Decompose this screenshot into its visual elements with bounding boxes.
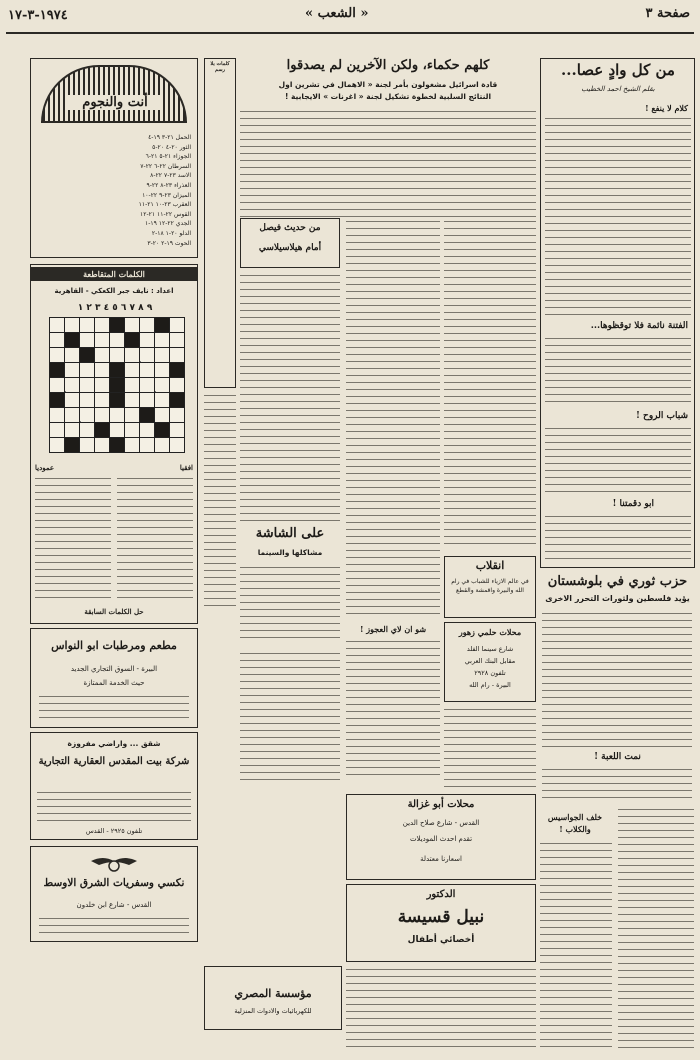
restaurant-line2: حيث الخدمة الممتازة bbox=[83, 679, 145, 687]
crossword-cell[interactable] bbox=[50, 348, 64, 362]
crossword-cell[interactable] bbox=[125, 318, 139, 332]
crossword-cell[interactable] bbox=[95, 438, 109, 452]
estate-name: شركة بيت المقدس العقارية التجارية bbox=[38, 756, 190, 767]
screen-title: على الشاشة bbox=[255, 526, 325, 541]
crossword-cell bbox=[140, 408, 154, 422]
crossword-cell[interactable] bbox=[140, 438, 154, 452]
hezb-title: حزب ثوري في بلوشستان bbox=[547, 574, 688, 589]
crossword-cell[interactable] bbox=[50, 378, 64, 392]
crossword-cell[interactable] bbox=[155, 438, 169, 452]
star-sign: الثور ٢٠-٤ ٢٠-٥ bbox=[152, 143, 191, 151]
abughazaleh-line2: تقدم احدث الموديلات bbox=[409, 835, 473, 843]
crossword-cell[interactable] bbox=[80, 318, 94, 332]
estate-text bbox=[37, 789, 191, 825]
star-sign: العذراء ٢٣-٨ ٢٢-٩ bbox=[146, 181, 191, 189]
crossword-solution: حل الكلمات السابقة bbox=[84, 607, 144, 616]
lead-deck1: قادة اسرائيل مشغولون بأمر لجنة « الاهمال في تشرين اول bbox=[278, 80, 498, 89]
flowers-title: محلات حلمي زهور bbox=[458, 627, 522, 637]
flowers-line2: مقابل البنك العربي bbox=[464, 657, 516, 665]
star-sign: الجدي ٢٢-١٢ ١٩-١ bbox=[145, 220, 191, 228]
crossword-cell[interactable] bbox=[110, 333, 124, 347]
crossword-cell[interactable] bbox=[140, 333, 154, 347]
crossword-cell bbox=[65, 333, 79, 347]
date: ١٩٧٤-٣-١٧ bbox=[8, 8, 68, 23]
spies-title: خلف الجواسيس bbox=[547, 812, 603, 822]
faisal-box bbox=[240, 218, 340, 268]
star-sign: الدلو ٢٠-١ ١٨-٢ bbox=[151, 229, 191, 237]
crossword-cell bbox=[140, 348, 154, 362]
screen-continuation-text bbox=[240, 650, 340, 780]
crossword-cell[interactable] bbox=[140, 363, 154, 377]
stars-ornament bbox=[41, 65, 187, 123]
crossword-cell[interactable] bbox=[125, 438, 139, 452]
crossword-across-label: افقيا bbox=[179, 463, 193, 472]
right-column-author: بقلم الشيخ احمد الخطيب bbox=[581, 85, 655, 93]
crossword-cell bbox=[155, 318, 169, 332]
crossword-cell bbox=[155, 378, 169, 392]
crossword-cell bbox=[110, 363, 124, 377]
hezb-sub2: نمت اللعبة ! bbox=[594, 752, 641, 762]
restaurant-line1: البيرة - السوق التجاري الجديد bbox=[70, 665, 158, 673]
crossword-cell[interactable] bbox=[50, 333, 64, 347]
lead-headline: كلهم حكماء، ولكن الآخرين لم يصدقوا bbox=[286, 58, 490, 73]
crossword-cell bbox=[65, 378, 79, 392]
middle-col-4 bbox=[444, 706, 536, 792]
crossword-down-label: عموديا bbox=[35, 463, 55, 472]
doctor-title: الدكتور bbox=[426, 889, 456, 900]
hezb-continuation-text bbox=[618, 806, 694, 1048]
star-sign: السرطان ٢٢-٦ ٢٢-٧ bbox=[140, 162, 191, 170]
spies-article bbox=[540, 806, 695, 1051]
spies-text bbox=[540, 840, 612, 1048]
crossword-cell[interactable] bbox=[140, 423, 154, 437]
right-column-sub3: شباب الروح ! bbox=[635, 411, 688, 421]
crossword-cell[interactable] bbox=[65, 318, 79, 332]
doctor-ad bbox=[346, 884, 536, 962]
crossword-cell[interactable] bbox=[125, 363, 139, 377]
right-column-text2 bbox=[545, 335, 691, 405]
crossword-clues-down bbox=[35, 475, 111, 603]
oldwoman-title: شو ان لاي العجوز ! bbox=[359, 624, 427, 634]
middle-col-3 bbox=[240, 272, 340, 522]
right-column-sub2: الفتنة نائمة فلا توقظوها... bbox=[590, 321, 688, 331]
masry-line: للكهربائيات والادوات المنزلية bbox=[234, 1007, 312, 1015]
estate-pre: شقق ... واراضي مفروزة bbox=[67, 739, 161, 748]
right-column bbox=[540, 58, 695, 568]
crossword-cell[interactable] bbox=[95, 363, 109, 377]
lead-text bbox=[240, 108, 536, 218]
crossword-cell[interactable] bbox=[80, 378, 94, 392]
bottom-middle-text bbox=[346, 966, 536, 1052]
crossword-cell[interactable] bbox=[65, 393, 79, 407]
crossword-cell bbox=[50, 393, 64, 407]
crossword-cell[interactable] bbox=[110, 348, 124, 362]
crossword-cell[interactable] bbox=[95, 408, 109, 422]
crossword-cell[interactable] bbox=[125, 423, 139, 437]
star-sign: الميزان ٢٣-٩ ٢٢-١٠ bbox=[142, 191, 191, 199]
crossword-cell[interactable] bbox=[65, 348, 79, 362]
star-sign: الاسد ٢٣-٧ ٢٢-٨ bbox=[150, 172, 191, 180]
crossword-cell[interactable] bbox=[170, 408, 184, 422]
crossword-cell[interactable] bbox=[80, 423, 94, 437]
flowers-city: البيرة - رام الله bbox=[469, 681, 511, 689]
star-sign: الجوزاء ٢١-٥ ٢١-٦ bbox=[145, 153, 191, 161]
crossword-cell[interactable] bbox=[155, 363, 169, 377]
crossword-cell[interactable] bbox=[170, 333, 184, 347]
crossword-cell bbox=[50, 363, 64, 377]
stars-box bbox=[30, 58, 198, 258]
crossword-cell[interactable] bbox=[140, 378, 154, 392]
crossword-cell[interactable] bbox=[155, 333, 169, 347]
crossword-cell[interactable] bbox=[155, 408, 169, 422]
crossword-cell[interactable] bbox=[155, 393, 169, 407]
crossword-cell[interactable] bbox=[50, 408, 64, 422]
restaurant-title: مطعم ومرطبات ابو النواس bbox=[51, 639, 177, 652]
crossword-cell bbox=[95, 423, 109, 437]
doctor-name: نبيل قسيسة bbox=[397, 907, 485, 927]
abughazaleh-ad bbox=[346, 794, 536, 880]
right-column-text1 bbox=[545, 115, 691, 315]
star-sign: العقرب ٢٣-١٠ ٢١-١١ bbox=[138, 201, 191, 209]
crossword-cell[interactable] bbox=[170, 348, 184, 362]
crossword-cell bbox=[155, 423, 169, 437]
estate-phone: تلفون ٢٩٢٥ - القدس bbox=[85, 827, 143, 835]
travel-line: القدس - شارع ابن خلدون bbox=[76, 901, 152, 909]
travel-text bbox=[39, 915, 189, 937]
estate-ad bbox=[30, 732, 198, 840]
masry-name: مؤسسة المصري bbox=[234, 987, 312, 1000]
crossword-cell[interactable] bbox=[80, 363, 94, 377]
left-middle-text bbox=[204, 392, 236, 612]
crossword-cell[interactable] bbox=[50, 423, 64, 437]
crossword-prepared: اعداد : نايف جبر الكعكي - القاهرية bbox=[54, 287, 174, 295]
crossword-grid[interactable] bbox=[49, 317, 185, 453]
crossword-cell bbox=[80, 408, 94, 422]
oldwoman-article bbox=[346, 622, 440, 782]
crossword-cell[interactable] bbox=[95, 333, 109, 347]
crossword-title: الكلمات المتقاطعة bbox=[31, 267, 197, 281]
lead-deck2: النتائج السلبية لخطوة تشكيل لجنة « اغرنات » الايجابية ! bbox=[284, 92, 492, 101]
crossword-cell[interactable] bbox=[125, 393, 139, 407]
crossword-cell[interactable] bbox=[170, 438, 184, 452]
inqilab-box bbox=[444, 556, 536, 618]
crossword-cell[interactable] bbox=[65, 408, 79, 422]
crossword-cell bbox=[65, 438, 79, 452]
crossword-cell[interactable] bbox=[65, 423, 79, 437]
stars-title: أنت والنجوم bbox=[67, 95, 163, 110]
middle-col-1 bbox=[346, 218, 440, 618]
paper-name: « الشعب » bbox=[305, 6, 369, 21]
flowers-phone: تلفون ٢٩٢٨ bbox=[474, 669, 506, 677]
fighting-article bbox=[204, 400, 236, 401]
crossword-cell bbox=[80, 348, 94, 362]
poem-title: كلمات بلا رسم bbox=[210, 61, 230, 73]
right-column-text3 bbox=[545, 425, 691, 495]
crossword-cell[interactable] bbox=[95, 318, 109, 332]
right-column-text4 bbox=[545, 513, 691, 563]
crossword-cell[interactable] bbox=[95, 393, 109, 407]
crossword-cell bbox=[110, 378, 124, 392]
inqilab-text: في عالم الازياء للشباب في رام الله والبيرة واقمشة والقطع bbox=[451, 578, 529, 594]
crossword-cell[interactable] bbox=[140, 318, 154, 332]
crossword-cell[interactable] bbox=[125, 348, 139, 362]
faisal-title: من حديث فيصل bbox=[259, 223, 321, 233]
abughazaleh-line3: اسعارنا معتدلة bbox=[420, 855, 462, 863]
hezb-text2 bbox=[542, 766, 692, 800]
screen-subtitle: مشاكلها والسينما bbox=[257, 548, 323, 557]
masthead bbox=[0, 0, 700, 36]
crossword-cell[interactable] bbox=[80, 333, 94, 347]
crossword-cell[interactable] bbox=[170, 423, 184, 437]
crossword-cell[interactable] bbox=[110, 408, 124, 422]
crossword-box bbox=[30, 264, 198, 624]
crossword-cell[interactable] bbox=[95, 378, 109, 392]
screen-text bbox=[240, 564, 340, 644]
crossword-cell[interactable] bbox=[50, 438, 64, 452]
crossword-numbers: ٩ ٨ ٧ ٦ ٥ ٤ ٣ ٢ ١ bbox=[77, 303, 153, 313]
crossword-cell[interactable] bbox=[65, 363, 79, 377]
right-column-sub1: كلام لا ينفع ! bbox=[645, 103, 688, 113]
restaurant-text bbox=[39, 693, 189, 723]
right-column-sub4: ابو دقمتنا ! bbox=[612, 499, 654, 509]
middle-col-2 bbox=[444, 218, 536, 548]
crossword-cell[interactable] bbox=[170, 318, 184, 332]
flowers-line1: شارع سينما الفلد bbox=[466, 645, 514, 653]
hezb-text bbox=[542, 610, 692, 750]
crossword-cell[interactable] bbox=[125, 408, 139, 422]
crossword-cell bbox=[170, 363, 184, 377]
crossword-cell[interactable] bbox=[170, 378, 184, 392]
crossword-cell bbox=[110, 393, 124, 407]
abughazaleh-line1: القدس - شارع صلاح الدين bbox=[402, 819, 480, 827]
crossword-cell[interactable] bbox=[125, 378, 139, 392]
abughazaleh-title: محلات أبو غزالة bbox=[407, 799, 475, 810]
crossword-clues-across bbox=[117, 475, 193, 603]
crossword-cell[interactable] bbox=[110, 423, 124, 437]
hezb-subtitle: يؤيد فلسطين ولثورات التحرر الاخرى bbox=[545, 594, 690, 603]
travel-ad bbox=[30, 846, 198, 942]
star-sign: الحوت ١٩-٢ ٢٠-٣ bbox=[147, 239, 191, 247]
poem-box-final bbox=[204, 58, 236, 388]
theatres-guide bbox=[204, 720, 236, 721]
travel-wing-icon bbox=[89, 853, 139, 873]
right-column-title: من كل وادٍ عصا... bbox=[561, 61, 675, 79]
crossword-cell bbox=[110, 438, 124, 452]
doctor-specialty: أخصائي أطفال bbox=[407, 935, 475, 945]
hezb-article bbox=[540, 572, 695, 802]
crossword-cell[interactable] bbox=[50, 318, 64, 332]
page-label: صفحة ٣ bbox=[645, 6, 690, 21]
restaurant-ad bbox=[30, 628, 198, 728]
spies-title2: والكلاب ! bbox=[559, 824, 591, 834]
masry-ad bbox=[204, 966, 342, 1030]
flowers-ad bbox=[444, 622, 536, 702]
faisal-title2: أمام هيلاسيلاسي bbox=[258, 243, 322, 253]
crossword-cell[interactable] bbox=[140, 393, 154, 407]
crossword-cell[interactable] bbox=[80, 438, 94, 452]
masthead-rule bbox=[6, 32, 694, 34]
stars-list bbox=[37, 133, 191, 253]
crossword-cell bbox=[170, 393, 184, 407]
inqilab-title: انقلاب bbox=[475, 559, 505, 572]
crossword-cell bbox=[125, 333, 139, 347]
crossword-cell[interactable] bbox=[80, 393, 94, 407]
oldwoman-text bbox=[346, 638, 440, 780]
crossword-cell bbox=[110, 318, 124, 332]
screen-article bbox=[240, 526, 340, 646]
travel-name: نكسي وسفريات الشرق الاوسط bbox=[43, 877, 185, 889]
star-sign: القوس ٢٢-١١ ٢١-١٢ bbox=[140, 210, 191, 218]
star-sign: الحمل ٢١-٣ ١٩-٤ bbox=[148, 134, 191, 141]
crossword-cell[interactable] bbox=[155, 348, 169, 362]
crossword-cell[interactable] bbox=[95, 348, 109, 362]
